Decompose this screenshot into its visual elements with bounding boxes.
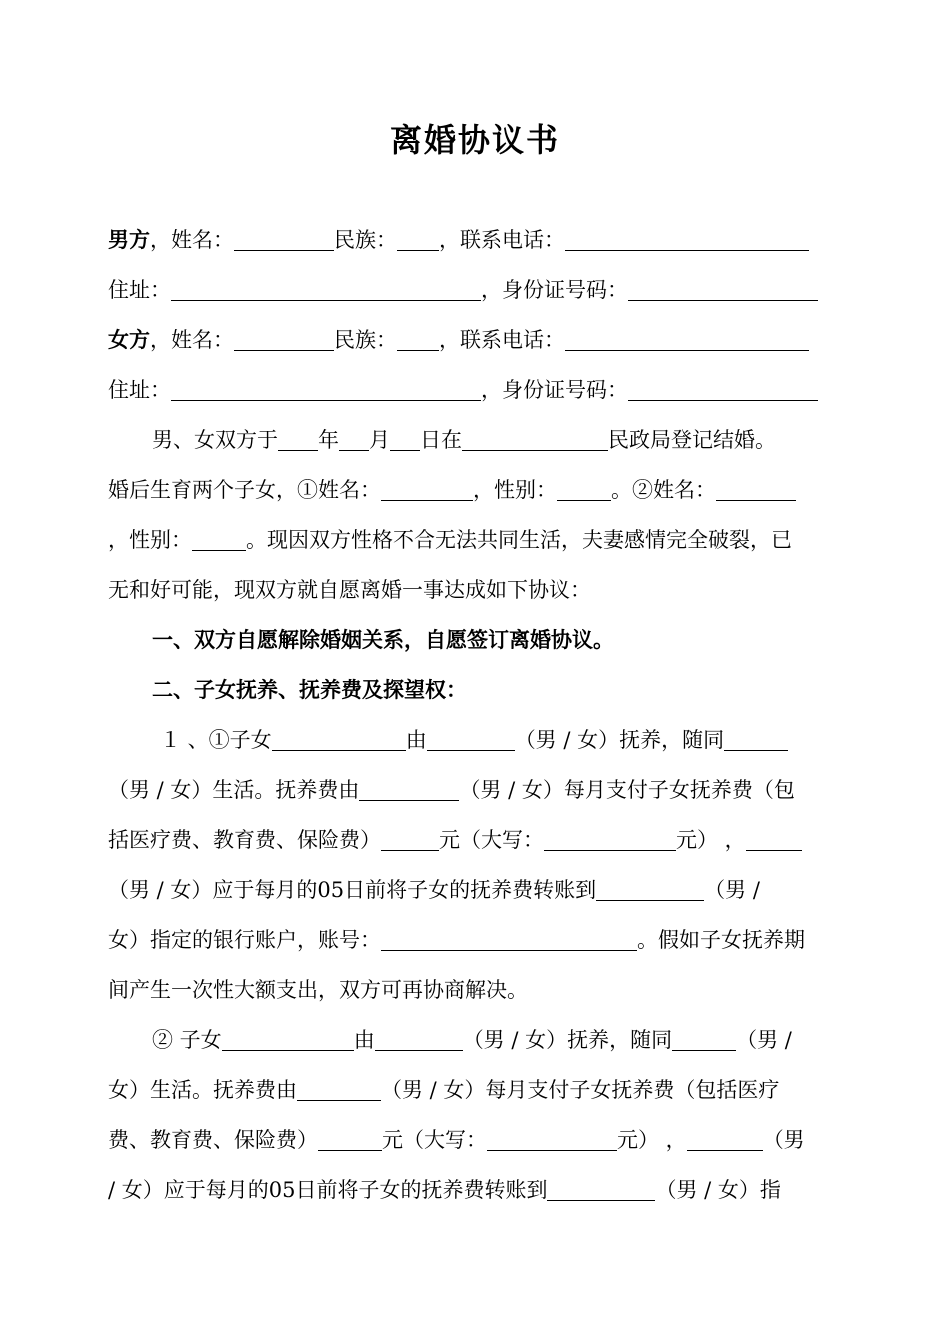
address-label: 住址： bbox=[108, 278, 171, 302]
c1-account-blank[interactable] bbox=[381, 930, 637, 951]
children-line-3: 无和好可能，现双方就自愿离婚一事达成如下协议： bbox=[108, 578, 591, 602]
c1-line-4 bbox=[108, 876, 838, 904]
c1-text-e: （男 / 女）每月支付子女抚养费（包 bbox=[459, 778, 795, 802]
day-label: 日在 bbox=[420, 428, 462, 452]
c1-line-2 bbox=[108, 776, 838, 804]
name-label: ，姓名： bbox=[150, 228, 234, 252]
address-label: 住址： bbox=[108, 378, 171, 402]
children-text-2: 。②姓名： bbox=[611, 478, 716, 502]
c2-line-3 bbox=[108, 1126, 838, 1154]
c1-text-c: （男 / 女）抚养，随同 bbox=[514, 728, 725, 752]
c1-text-k: 女）指定的银行账户，账号： bbox=[108, 928, 381, 952]
day-blank[interactable] bbox=[390, 430, 420, 451]
c2-text-k: / 女）应于每月的05日前将子女的抚养费转账到 bbox=[108, 1178, 548, 1202]
male-ethnic-blank[interactable] bbox=[397, 230, 439, 251]
c1-text-h: 元） ， bbox=[676, 828, 746, 852]
c1-text-b: 由 bbox=[405, 728, 427, 752]
bureau-blank[interactable] bbox=[462, 430, 608, 451]
female-ethnic-blank[interactable] bbox=[397, 330, 439, 351]
c1-text-j: （男 / bbox=[704, 878, 760, 902]
c1-line-1 bbox=[108, 726, 838, 754]
c2-payer-blank[interactable] bbox=[297, 1080, 381, 1101]
c1-payer-blank[interactable] bbox=[359, 780, 459, 801]
id-label: ，身份证号码： bbox=[481, 278, 628, 302]
clause-two-heading: 二、子女抚养、抚养费及探望权： bbox=[152, 677, 467, 702]
c1-text-l: 。假如子女抚养期 bbox=[637, 928, 805, 952]
c2-line-4 bbox=[108, 1176, 838, 1204]
year-blank[interactable] bbox=[278, 430, 318, 451]
female-address-blank[interactable] bbox=[171, 380, 481, 401]
c2-text-i: 元） ， bbox=[617, 1128, 687, 1152]
child2-gender-blank[interactable] bbox=[192, 530, 246, 551]
document-title: 离婚协议书 bbox=[389, 121, 560, 159]
c2-text-a: ② 子女 bbox=[152, 1028, 222, 1052]
phone-label: ，联系电话： bbox=[439, 228, 565, 252]
id-label: ，身份证号码： bbox=[481, 378, 628, 402]
female-label: 女方 bbox=[108, 327, 150, 352]
female-address-line bbox=[108, 376, 838, 404]
month-label: 月 bbox=[369, 428, 390, 452]
c2-text-b: 由 bbox=[353, 1028, 375, 1052]
male-address-blank[interactable] bbox=[171, 280, 481, 301]
c2-line-2 bbox=[108, 1076, 838, 1104]
c1-payee-blank[interactable] bbox=[596, 880, 704, 901]
c1-line-3 bbox=[108, 826, 838, 854]
c2-text-f: （男 / 女）每月支付子女抚养费（包括医疗 bbox=[381, 1078, 780, 1102]
c2-child-blank[interactable] bbox=[222, 1030, 354, 1051]
c2-line-1 bbox=[108, 1026, 838, 1054]
male-id-blank[interactable] bbox=[628, 280, 818, 301]
female-name-blank[interactable] bbox=[234, 330, 334, 351]
c2-text-l: （男 / 女）指 bbox=[655, 1178, 781, 1202]
children-line-1 bbox=[108, 476, 838, 504]
c2-payee-blank[interactable] bbox=[547, 1180, 655, 1201]
marriage-line bbox=[108, 426, 838, 454]
children-line-2 bbox=[108, 526, 838, 554]
c1-line-6: 间产生一次性大额支出，双方可再协商解决。 bbox=[108, 978, 528, 1002]
ethnic-label: 民族： bbox=[334, 328, 397, 352]
c1-child-blank[interactable] bbox=[272, 730, 406, 751]
c2-text-e: 女）生活。抚养费由 bbox=[108, 1078, 297, 1102]
c1-transferor-blank[interactable] bbox=[746, 830, 802, 851]
phone-label: ，联系电话： bbox=[439, 328, 565, 352]
male-address-line bbox=[108, 276, 838, 304]
c2-text-j: （男 bbox=[762, 1128, 805, 1152]
child2-name-blank[interactable] bbox=[716, 480, 796, 501]
male-name-blank[interactable] bbox=[234, 230, 334, 251]
children-text-3: 。现因双方性格不合无法共同生活，夫妻感情完全破裂，已 bbox=[246, 528, 792, 552]
c2-text-h: 元（大写： bbox=[382, 1128, 487, 1152]
month-blank[interactable] bbox=[339, 430, 369, 451]
c2-amount-words-blank[interactable] bbox=[487, 1130, 617, 1151]
male-label: 男方 bbox=[108, 227, 150, 252]
c1-amount-blank[interactable] bbox=[381, 830, 439, 851]
c1-text-d: （男 / 女）生活。抚养费由 bbox=[108, 778, 360, 802]
c2-custodian-blank[interactable] bbox=[375, 1030, 463, 1051]
marriage-text-end: 民政局登记结婚。 bbox=[608, 428, 776, 452]
female-id-blank[interactable] bbox=[628, 380, 818, 401]
c2-amount-blank[interactable] bbox=[318, 1130, 382, 1151]
female-info-line bbox=[108, 326, 838, 354]
c2-text-g: 费、教育费、保险费） bbox=[108, 1128, 318, 1152]
c1-custodian-blank[interactable] bbox=[427, 730, 515, 751]
male-phone-blank[interactable] bbox=[565, 230, 809, 251]
gender-label: ，性别： bbox=[473, 478, 557, 502]
clause-one: 一、双方自愿解除婚姻关系，自愿签订离婚协议。 bbox=[152, 627, 614, 652]
children-text: 婚后生育两个子女，①姓名： bbox=[108, 478, 381, 502]
marriage-text: 男、女双方于 bbox=[152, 428, 278, 452]
female-phone-blank[interactable] bbox=[565, 330, 809, 351]
c1-text-g: 元（大写： bbox=[439, 828, 544, 852]
ethnic-label: 民族： bbox=[334, 228, 397, 252]
c1-text-a: １ 、①子女 bbox=[160, 728, 272, 752]
child1-name-blank[interactable] bbox=[381, 480, 473, 501]
c2-live-with-blank[interactable] bbox=[672, 1030, 736, 1051]
child1-gender-blank[interactable] bbox=[557, 480, 611, 501]
c1-line-5 bbox=[108, 926, 838, 954]
c1-live-with-blank[interactable] bbox=[724, 730, 788, 751]
c2-transferor-blank[interactable] bbox=[687, 1130, 763, 1151]
male-info-line bbox=[108, 226, 838, 254]
name-label: ，姓名： bbox=[150, 328, 234, 352]
c2-text-d: （男 / bbox=[736, 1028, 792, 1052]
c2-text-c: （男 / 女）抚养，随同 bbox=[462, 1028, 673, 1052]
c1-amount-words-blank[interactable] bbox=[544, 830, 676, 851]
year-label: 年 bbox=[318, 428, 339, 452]
c1-text-i: （男 / 女）应于每月的05日前将子女的抚养费转账到 bbox=[108, 878, 597, 902]
c1-text-f: 括医疗费、教育费、保险费） bbox=[108, 828, 381, 852]
gender-label: ，性别： bbox=[108, 528, 192, 552]
